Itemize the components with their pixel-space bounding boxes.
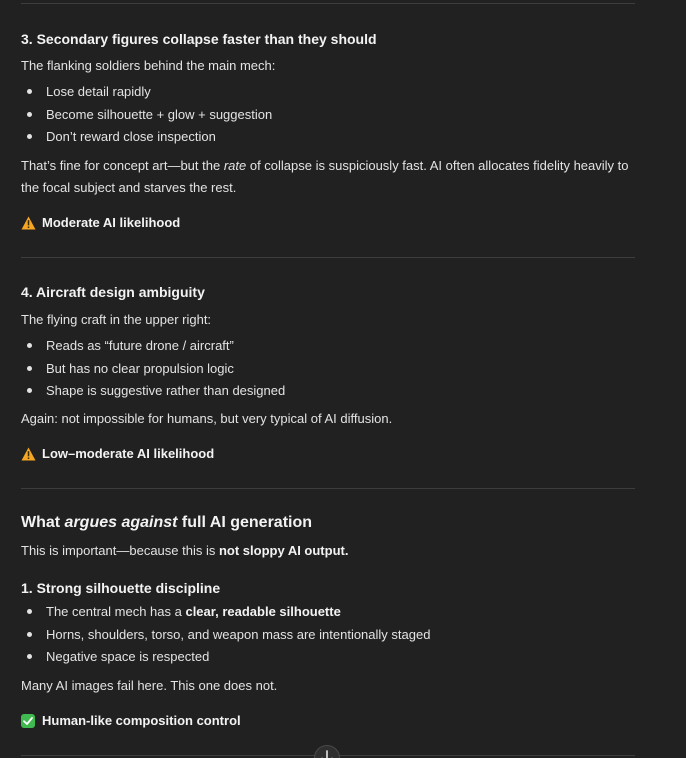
list-item: Horns, shoulders, torso, and weapon mass are intentionally staged <box>21 624 430 647</box>
against-verdict: Human-like composition control <box>21 713 241 728</box>
bullet-dot <box>27 134 32 139</box>
check-icon <box>21 714 35 728</box>
divider-top <box>21 3 635 4</box>
warning-icon <box>21 447 36 461</box>
bullet-dot <box>27 89 32 94</box>
section-3-bullets <box>21 81 272 149</box>
section-4-verdict: Low–moderate AI likelihood <box>21 446 214 461</box>
section-3-verdict: Moderate AI likelihood <box>21 215 180 230</box>
list-item: Shape is suggestive rather than designed <box>21 380 285 403</box>
list-item: Reads as “future drone / aircraft” <box>21 335 285 358</box>
list-item: Lose detail rapidly <box>21 81 272 104</box>
list-item: Become silhouette + glow + suggestion <box>21 104 272 127</box>
silhouette-heading: 1. Strong silhouette discipline <box>21 580 221 596</box>
bullet-dot <box>27 343 32 348</box>
against-intro: This is important—because this is not sloppy AI output. <box>21 543 349 558</box>
section-4-bullets <box>21 335 285 403</box>
divider <box>21 488 635 489</box>
against-heading: What argues against full AI generation <box>21 514 313 531</box>
list-item: The central mech has a clear, readable silhouette <box>21 601 430 624</box>
bullet-dot <box>27 366 32 371</box>
section-3-heading: 3. Secondary figures collapse faster than they should <box>21 31 377 47</box>
list-item: Negative space is respected <box>21 646 430 669</box>
silhouette-bullets <box>21 601 430 669</box>
bullet-dot <box>27 112 32 117</box>
bullet-dot <box>27 654 32 659</box>
bullet-dot <box>27 632 32 637</box>
section-3-intro: The flanking soldiers behind the main mech: <box>21 58 276 73</box>
bullet-dot <box>27 609 32 614</box>
section-4-heading: 4. Aircraft design ambiguity <box>21 284 205 300</box>
against-body: Many AI images fail here. This one does not. <box>21 678 278 693</box>
list-item: But has no clear propulsion logic <box>21 358 285 381</box>
section-4-intro: The flying craft in the upper right: <box>21 312 212 327</box>
warning-icon <box>21 216 36 230</box>
arrow-down-icon <box>315 746 339 758</box>
scroll-down-button[interactable] <box>314 745 340 758</box>
section-3-body: That’s fine for concept art—but the rate of collapse is suspiciously fast. AI often allocates fidelity heavily to the focal subject and starves the rest. <box>21 158 629 195</box>
bullet-dot <box>27 388 32 393</box>
divider <box>21 257 635 258</box>
list-item: Don’t reward close inspection <box>21 126 272 149</box>
section-4-body: Again: not impossible for humans, but very typical of AI diffusion. <box>21 411 393 426</box>
